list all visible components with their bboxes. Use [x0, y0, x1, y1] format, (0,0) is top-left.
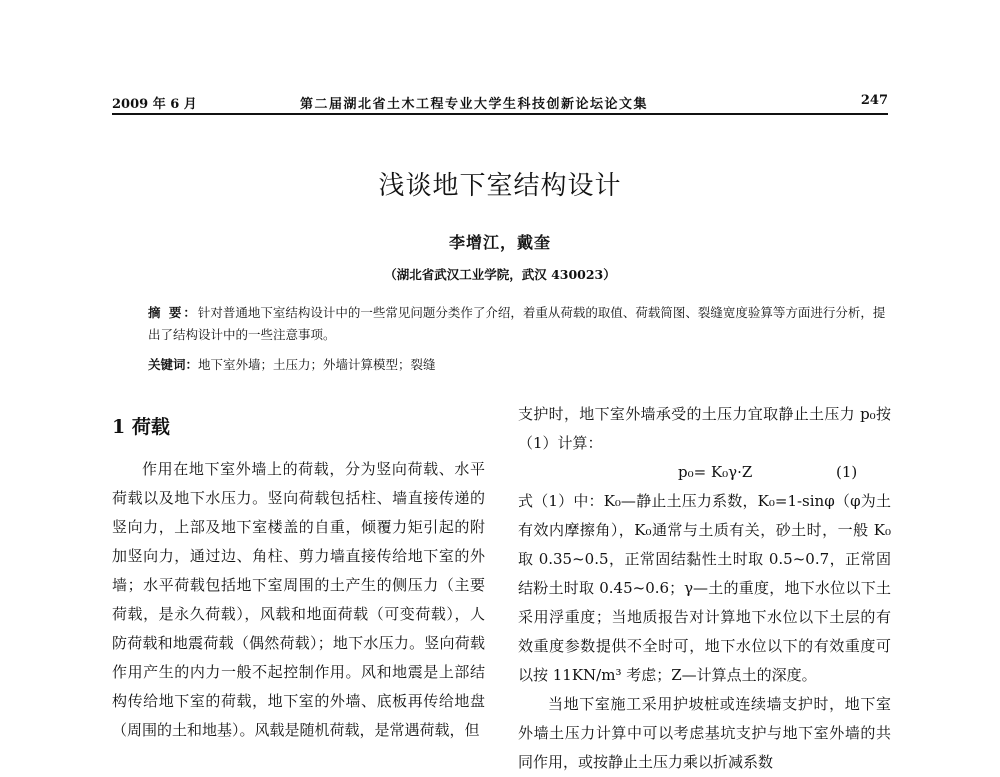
- equation: p₀= K₀γ·Z: [678, 463, 753, 481]
- abstract-text: 针对普通地下室结构设计中的一些常见问题分类作了介绍，着重从荷载的取值、荷载简图、裂缝宽度验算等方面进行分析，提出了结构设计中的一些注意事项。: [148, 305, 886, 342]
- equation-row: [518, 458, 891, 487]
- header-date: 2009 年 6 月: [112, 97, 197, 112]
- header-rule: [112, 113, 888, 115]
- keywords-label: 关键词：: [148, 357, 199, 372]
- keywords: [148, 354, 888, 376]
- body-paragraph-right-3: 当地下室施工采用护坡桩或连续墙支护时，地下室外墙土压力计算中可以考虑基坑支护与地下室外墙的共同作用，或按静止土压力乘以折减系数: [518, 695, 891, 771]
- header-journal-title: 第二届湖北省土木工程专业大学生科技创新论坛论文集: [300, 97, 649, 112]
- right-column: [518, 400, 891, 777]
- section-heading: 1 荷载: [112, 416, 170, 438]
- paper-authors: 李增江，戴奎: [448, 233, 551, 252]
- abstract: [148, 302, 888, 346]
- header-page-number: 247: [860, 93, 888, 108]
- paper-affiliation: （湖北省武汉工业学院，武汉 430023）: [384, 267, 616, 282]
- paper-title: 浅谈地下室结构设计: [378, 171, 622, 201]
- keywords-text: 地下室外墙；土压力；外墙计算模型；裂缝: [198, 357, 436, 372]
- abstract-label: 摘 要：: [148, 305, 198, 320]
- equation-number: (1): [836, 463, 858, 481]
- body-paragraph-left: 作用在地下室外墙上的荷载，分为竖向荷载、水平荷载以及地下水压力。竖向荷载包括柱、墙直接传递的竖向力，上部及地下室楼盖的自重，倾覆力矩引起的附加竖向力，通过边、角柱、剪力墙直接传给地下室的外墙；水平荷载包括地下室周围的土产生的侧压力（主要荷载，是永久荷载），风载和地面荷载（可变荷载），人防荷载和地震荷载（偶然荷载）；地下水压力。竖向荷载作用产生的内力一般不起控制作用。风和地震是上部结构传给地下室的荷载，地下室的外墙、底板再传给地盘（周围的土和地基）。风载是随机荷载，是常遇荷载，但: [112, 460, 485, 739]
- running-header: [112, 93, 888, 115]
- left-column: [112, 404, 485, 745]
- body-paragraph-right-2: 式（1）中：K₀—静止土压力系数，K₀=1-sinφ（φ为土有效内摩擦角），K₀通常与土质有关，砂土时，一般 K₀取 0.35~0.5，正常固结黏性土时取 0.5~0.7，正常固结粉土时取 0.45~0.6；γ—土的重度，地下水位以下土采用浮重度；当地质报告对计算地下水位以下土层的有效重度参数提供不全时可，地下水位以下的有效重度可以按 11KN/m³ 考虑；Z—计算点土的深度。: [518, 492, 891, 684]
- body-paragraph-right-1: 支护时，地下室外墙承受的土压力宜取静止土压力 p₀按（1）计算：: [518, 405, 891, 452]
